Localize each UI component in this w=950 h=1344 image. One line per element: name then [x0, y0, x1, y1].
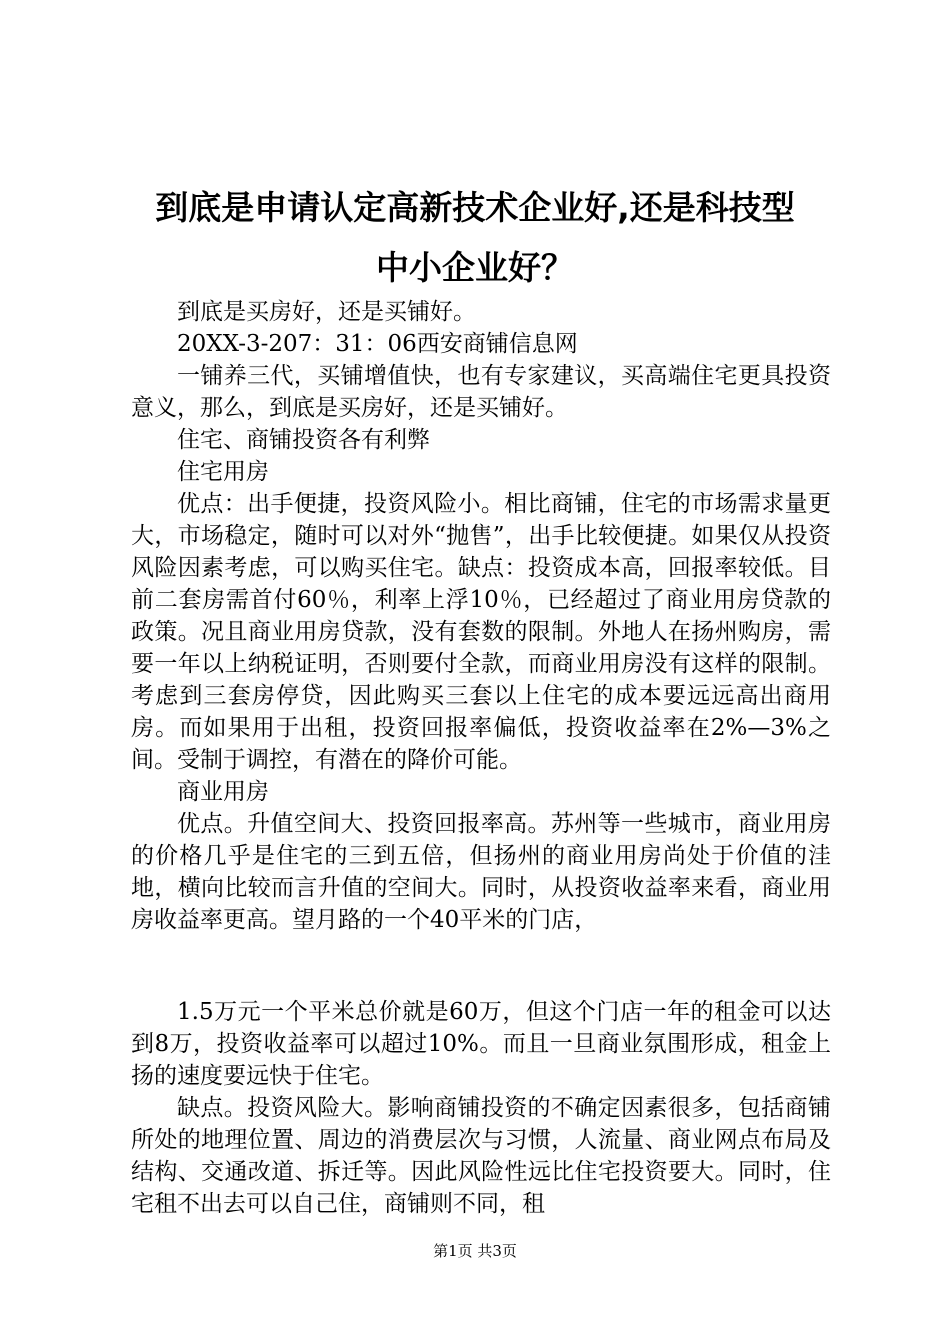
paragraph: 1.5万元一个平米总价就是60万，但这个门店一年的租金可以达到8万，投资收益率可以超过10%。而且一旦商业氛围形成，租金上扬的速度要远快于住宅。: [131, 999, 831, 1089]
subsection-heading: 商业用房: [177, 779, 269, 805]
title-line-2: 中小企业好？: [376, 248, 574, 287]
section-heading: 住宅、商铺投资各有利弊: [177, 427, 430, 453]
subsection-heading: 住宅用房: [177, 459, 269, 485]
page-footer: 第1页 共3页: [433, 1242, 517, 1260]
title-line-1: 到底是申请认定高新技术企业好,还是科技型: [155, 188, 795, 227]
document-title: [120, 178, 830, 298]
paragraph: 缺点。投资风险大。影响商铺投资的不确定因素很多，包括商铺所处的地理位置、周边的消费层次与习惯，人流量、商业网点布局及结构、交通改道、拆迁等。因此风险性远比住宅投资要大。同时，住宅租不出去可以自己住，商铺则不同，租: [131, 1095, 831, 1217]
paragraph: 优点：出手便捷，投资风险小。相比商铺，住宅的市场需求量更大，市场稳定，随时可以对外“抛售”，出手比较便捷。如果仅从投资风险因素考虑，可以购买住宅。缺点：投资成本高，回报率较低。目前二套房需首付60％，利率上浮10％，已经超过了商业用房贷款的政策。况且商业用房贷款，没有套数的限制。外地人在扬州购房，需要一年以上纳税证明，否则要付全款，而商业用房没有这样的限制。考虑到三套房停贷，因此购买三套以上住宅的成本要远远高出商用房。而如果用于出租，投资回报率偏低，投资收益率在2%—3%之间。受制于调控，有潜在的降价可能。: [131, 491, 831, 773]
document-body: [131, 296, 831, 1220]
paragraph-gap: [131, 936, 831, 996]
paragraph-source: 20XX-3-207：31：06西安商铺信息网: [177, 331, 578, 357]
paragraph: 优点。升值空间大、投资回报率高。苏州等一些城市，商业用房的价格几乎是住宅的三到五倍，但扬州的商业用房尚处于价值的洼地，横向比较而言升值的空间大。同时，从投资收益率来看，商业用房收益率更高。望月路的一个40平米的门店，: [131, 811, 831, 933]
paragraph: 一铺养三代，买铺增值快，也有专家建议，买高端住宅更具投资意义，那么，到底是买房好，还是买铺好。: [131, 363, 831, 421]
paragraph-intro: 到底是买房好，还是买铺好。: [177, 299, 476, 325]
